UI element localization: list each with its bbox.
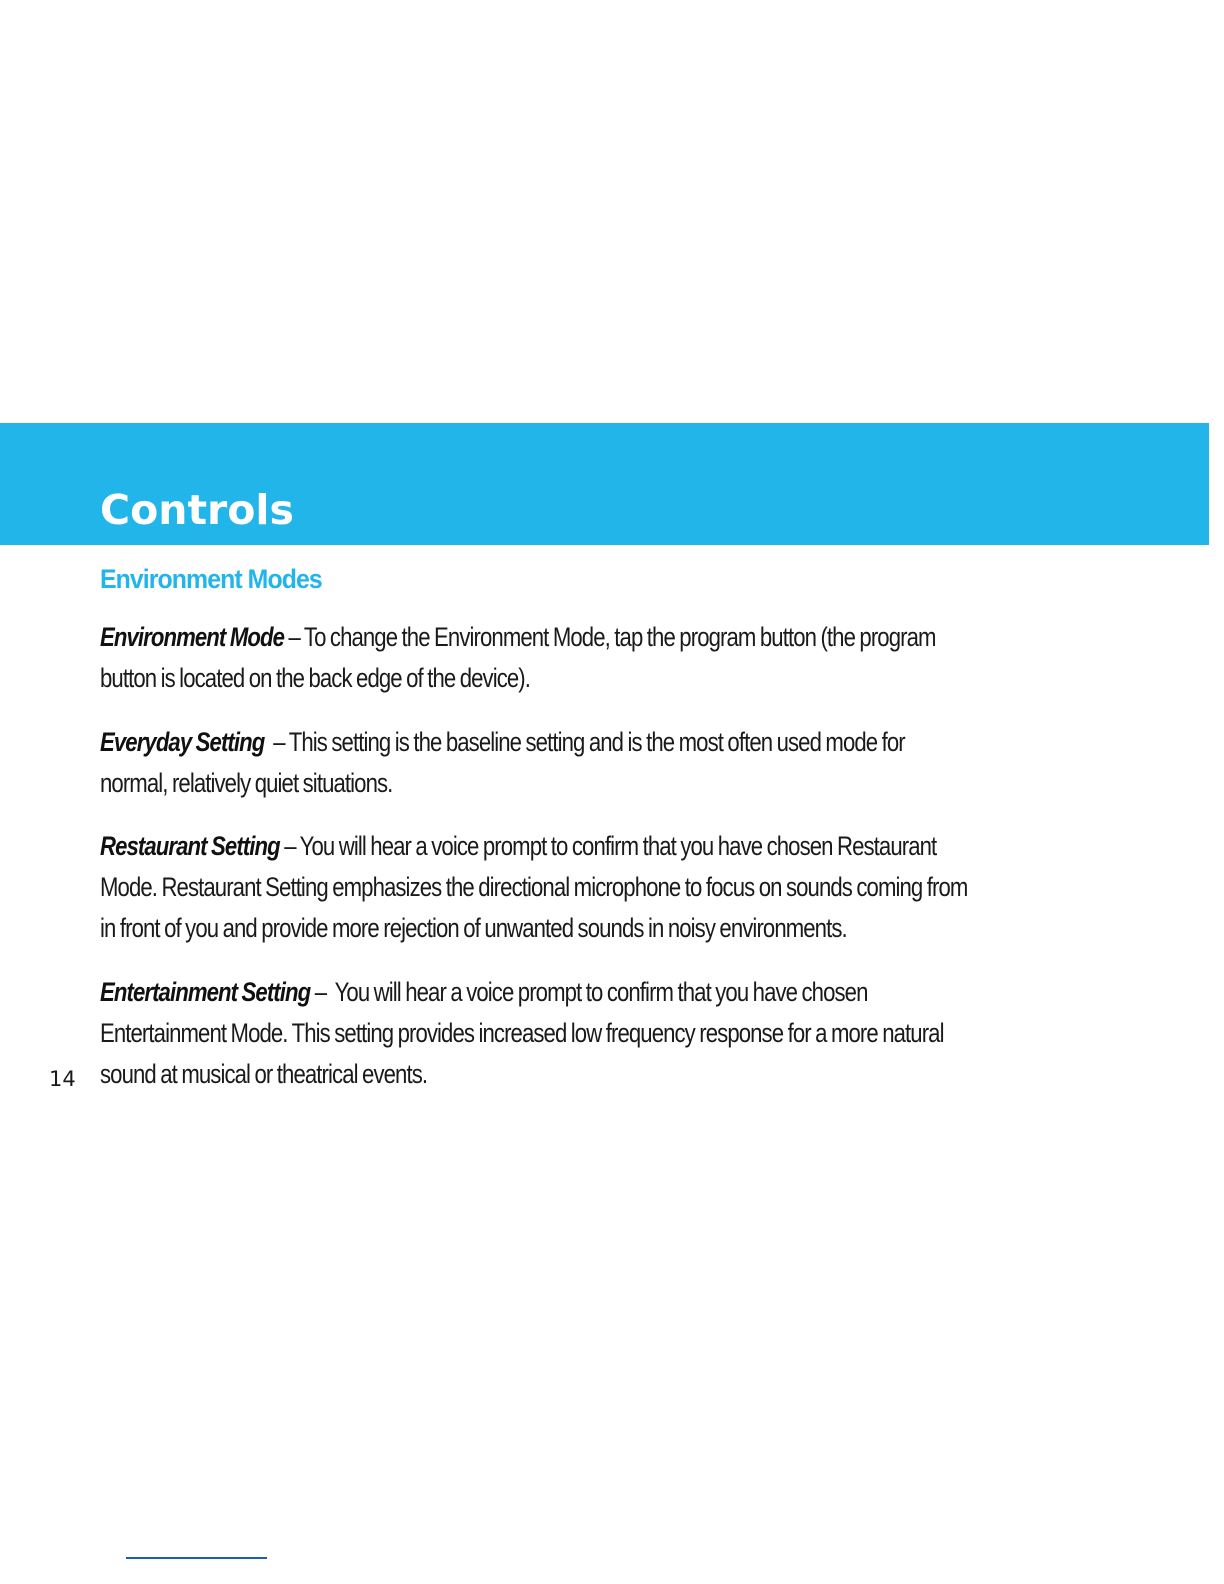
term-dash: –: [284, 622, 304, 652]
page-title: Controls: [100, 486, 294, 534]
term-entertainment-setting: Entertainment Setting: [100, 977, 311, 1007]
footer-rule: [126, 1557, 267, 1559]
paragraph-text: Mode. Restaurant Setting emphasizes the directional microphone to focus on sounds coming from: [100, 872, 968, 902]
term-restaurant-setting: Restaurant Setting: [100, 831, 280, 861]
paragraph-text: You will hear a voice prompt to confirm that you have chosen: [334, 977, 868, 1007]
paragraph-text: sound at musical or theatrical events.: [100, 1059, 428, 1089]
paragraph-text: Entertainment Mode. This setting provides increased low frequency response for a more natural: [100, 1018, 944, 1048]
term-dash: –: [310, 977, 335, 1007]
paragraph-text: To change the Environment Mode, tap the program button (the program: [303, 622, 936, 652]
term-everyday-setting: Everyday Setting: [100, 727, 265, 757]
paragraph-text: normal, relatively quiet situations.: [100, 768, 393, 798]
paragraph-restaurant-setting: [100, 826, 1096, 949]
page-number: 14: [49, 1067, 76, 1091]
term-dash: –: [279, 831, 300, 861]
paragraph-text: You will hear a voice prompt to confirm that you have chosen Restaurant: [299, 831, 937, 861]
term-dash: –: [264, 727, 289, 757]
paragraph-everyday-setting: [100, 722, 1096, 804]
paragraph-text: This setting is the baseline setting and is the most often used mode for: [288, 727, 905, 757]
paragraph-text: button is located on the back edge of the device).: [100, 663, 531, 693]
section-heading: Environment Modes: [100, 564, 322, 594]
paragraph-entertainment-setting: [100, 972, 1096, 1095]
paragraph-environment-mode: [100, 617, 1096, 699]
term-environment-mode: Environment Mode: [100, 622, 285, 652]
paragraph-text: in front of you and provide more rejection of unwanted sounds in noisy environments.: [100, 913, 847, 943]
